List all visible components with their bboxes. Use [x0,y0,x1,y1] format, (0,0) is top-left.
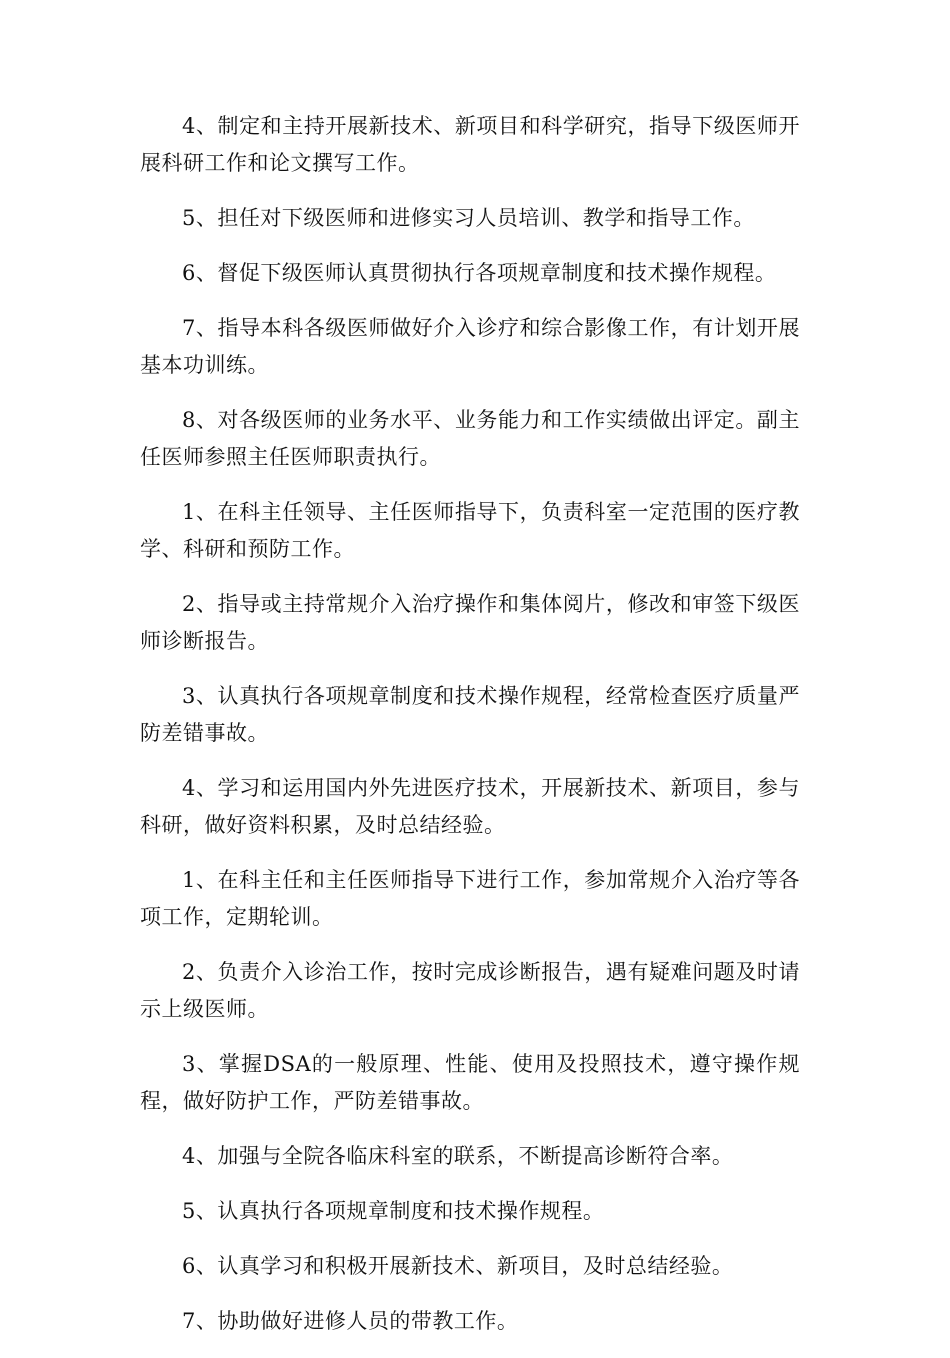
paragraph: 6、认真学习和积极开展新技术、新项目，及时总结经验。 [182,1254,734,1278]
document-body [140,108,800,1358]
paragraph: 2、指导或主持常规介入治疗操作和集体阅片，修改和审签下级医师诊断报告。 [140,592,800,653]
paragraph: 4、加强与全院各临床科室的联系，不断提高诊断符合率。 [182,1144,734,1168]
paragraph: 4、学习和运用国内外先进医疗技术，开展新技术、新项目，参与科研，做好资料积累，及时总结经验。 [140,776,800,837]
paragraph: 7、指导本科各级医师做好介入诊疗和综合影像工作，有计划开展基本功训练。 [140,316,800,377]
paragraph: 7、协助做好进修人员的带教工作。 [182,1309,519,1333]
paragraph: 1、在科主任领导、主任医师指导下，负责科室一定范围的医疗教学、科研和预防工作。 [140,500,800,561]
paragraph: 1、在科主任和主任医师指导下进行工作，参加常规介入治疗等各项工作，定期轮训。 [140,868,800,929]
paragraph: 4、制定和主持开展新技术、新项目和科学研究，指导下级医师开展科研工作和论文撰写工作。 [140,114,800,175]
paragraph: 3、掌握DSA的一般原理、性能、使用及投照技术，遵守操作规程，做好防护工作，严防差错事故。 [140,1052,800,1113]
paragraph: 5、担任对下级医师和进修实习人员培训、教学和指导工作。 [182,206,755,230]
paragraph: 5、认真执行各项规章制度和技术操作规程。 [182,1199,605,1223]
paragraph: 2、负责介入诊治工作，按时完成诊断报告，遇有疑难问题及时请示上级医师。 [140,960,800,1021]
paragraph: 8、对各级医师的业务水平、业务能力和工作实绩做出评定。副主任医师参照主任医师职责执行。 [140,408,800,469]
paragraph: 6、督促下级医师认真贯彻执行各项规章制度和技术操作规程。 [182,261,777,285]
paragraph: 3、认真执行各项规章制度和技术操作规程，经常检查医疗质量严防差错事故。 [140,684,800,745]
